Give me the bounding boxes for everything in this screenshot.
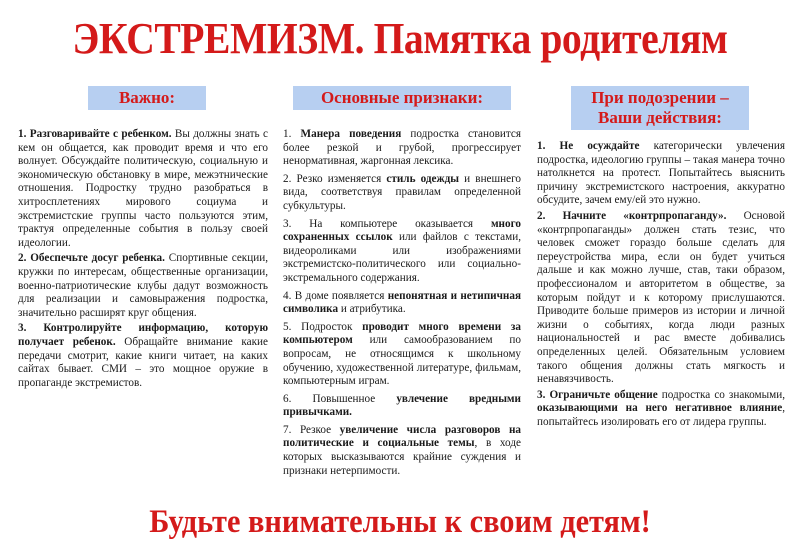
list-item: 4. В доме появляется непонятная и нетипичная символика и атрибутика. xyxy=(283,289,521,316)
list-item: 2. Резко изменяется стиль одежды и внешнего вида, соответствуя правилам определенной субкультуры. xyxy=(283,172,521,212)
list-item: 1. Разговаривайте с ребенком. Вы должны знать с кем он общается, как проводит время и что его волнует. Обсуждайте политическую, социальную и экономическую обстановку в мире, межэтнические отношения. Подростку трудно разобраться в хитросплетениях мирового социума и экстремистские группы часто пользуются этим, трактуя определенные события в пользу своей идеологии. xyxy=(18,128,268,249)
footer-slogan: Будьте внимательны к своим детям! xyxy=(149,504,651,540)
column-heading-actions: При подозрении – Ваши действия: xyxy=(571,86,749,130)
column-heading-important: Важно: xyxy=(88,86,206,110)
list-item: 6. Повышенное увлечение вредными привычками. xyxy=(283,392,521,419)
list-item: 5. Подросток проводит много времени за компьютером или самообразованием по вопросам, не относящимся к школьному обучению, художественной литературе, фильмам, компьютерным играм. xyxy=(283,320,522,388)
column-main-signs xyxy=(283,86,521,482)
list-item: 7. Резкое увеличение числа разговоров на политические и социальные темы, в ходе которых высказываются крайние суждения и признаки нетерпимости. xyxy=(283,423,521,477)
list-item: 3. Ограничьте общение подростка со знакомыми, оказывающими на него негативное влияние, попытайтесь изолировать его от лидера группы. xyxy=(537,388,786,428)
list-item: 1. Манера поведения подростка становится более резкой и грубой, прогрессирует ненормативная, жаргонная лексика. xyxy=(283,128,522,168)
page-title: ЭКСТРЕМИЗМ. Памятка родителям xyxy=(72,14,728,63)
list-item: 3. На компьютере оказывается много сохраненных ссылок или файлов с текстами, видеороликами или изображениями экстремистско-политического или социально-экстремального содержания. xyxy=(283,217,521,284)
list-item: 2. Обеспечьте досуг ребенка. Спортивные секции, кружки по интересам, общественные организации, военно-патриотические клубы дадут возможность для реализации и самовыражения подростка, значительно расширят круг общения. xyxy=(18,252,268,319)
list-item: 1. Не осуждайте категорически увлечения подростка, идеологию группы – такая манера точно натолкнется на протест. Попытайтесь выяснить причину экстремистского настроения, аккуратно обсудите, зачем ему/ей это нужно. xyxy=(537,140,785,207)
list-item: 3. Контролируйте информацию, которую получает ребенок. Обращайте внимание какие передачи смотрит, какие книги читает, на каких сайтах бывает. СМИ – это мощное оружие в пропаганде экстремистов. xyxy=(18,322,268,389)
column-heading-main-signs: Основные признаки: xyxy=(293,86,511,110)
column-actions xyxy=(537,86,785,431)
list-item: 2. Начните «контрпропаганду». Основой «контрпропаганды» должен стать тезис, что человек сможет гораздо больше сделать для переустройства мира, если он будет учиться дальше и как можно лучше, став, таки образом, профессионалом и авторитетом в обществе, за которым пойдут и к которому прислушаются. Приводите больше примеров из истории и личной жизни о событиях, когда люди разных национальностей и рас вместе добивались определенных целей. Обязательным условием такого общения должны стать мягкость и ненавязчивость. xyxy=(537,209,786,386)
column-important xyxy=(18,86,268,392)
